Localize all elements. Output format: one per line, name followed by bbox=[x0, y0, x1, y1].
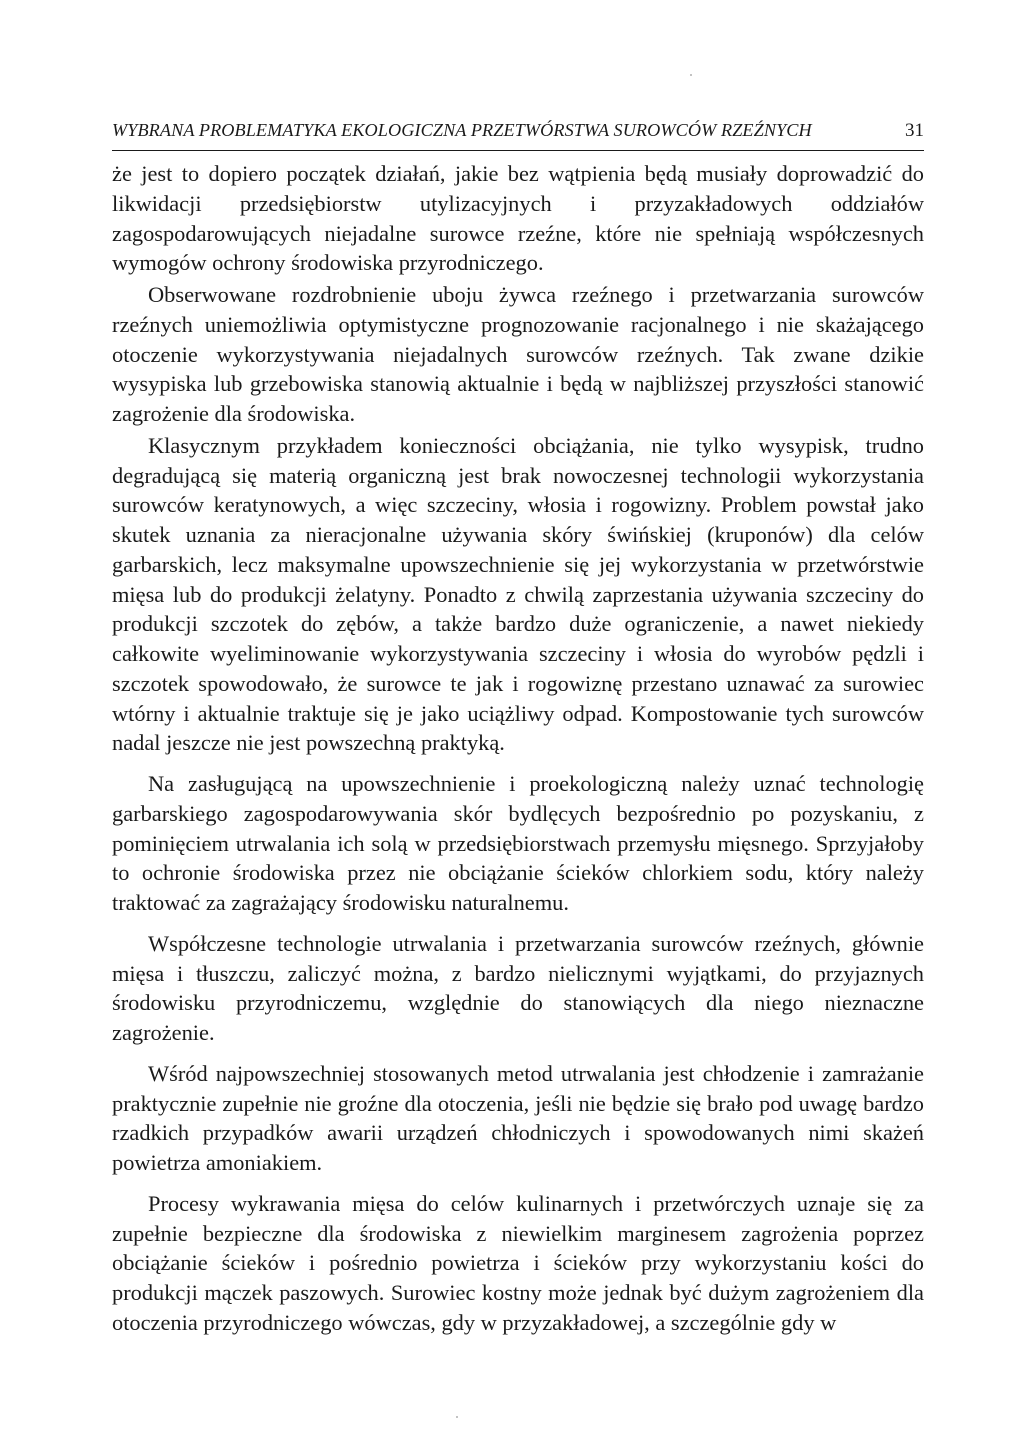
page-number: 31 bbox=[905, 120, 924, 141]
paragraph: Klasycznym przykładem konieczności obciążania, nie tylko wysypisk, trudno degradującą się materią organiczną jest brak nowoczesnej technologii wykorzystania surowców keratynowych, a więc szczeciny, włosia i rogowizny. Problem powstał jako skutek uznania za nieracjonalne używania skóry świńskiej (kruponów) dla celów garbarskich, lecz maksymalne upowszechnienie się jej wykorzystania w przetwórstwie mięsa lub do produkcji żelatyny. Ponadto z chwilą zaprzestania używania szczeciny do produkcji szczotek do zębów, a także bardzo duże ograniczenie, a nawet niekiedy całkowite wyeliminowanie wykorzystywania szczeciny i włosia do wyrobów pędzli i szczotek spowodowało, że surowce te jak i rogowiznę przestano uznawać za surowiec wtórny i aktualnie traktuje się je jako uciążliwy odpad. Kompostowanie tych surowców nadal jeszcze nie jest powszechną praktyką. bbox=[112, 432, 924, 756]
running-header bbox=[112, 120, 924, 151]
scan-speck bbox=[456, 1416, 458, 1418]
paragraph: Na zasługującą na upowszechnienie i proekologiczną należy uznać technologię garbarskiego zagospodarowywania skór bydlęcych bezpośrednio po pozyskaniu, z pominięciem utrwalania ich solą w przedsiębiorstwach przemysłu mięsnego. Sprzyjałoby to ochronie środowiska przez nie obciążanie ścieków chlorkiem sodu, który należy traktować za zagrażający środowisku naturalnemu. bbox=[112, 771, 924, 915]
running-header-title: WYBRANA PROBLEMATYKA EKOLOGICZNA PRZETWÓRSTWA SUROWCÓW RZEŹNYCH bbox=[112, 120, 812, 140]
paragraph: że jest to dopiero początek działań, jakie bez wątpienia będą musiały doprowadzić do likwidacji przedsiębiorstw utylizacyjnych i przyzakładowych oddziałów zagospodarowujących niejadalne surowce rzeźne, które nie spełniają współczesnych wymogów ochrony środowiska przyrodniczego. bbox=[112, 161, 924, 276]
body-text bbox=[112, 159, 924, 1338]
scan-speck bbox=[690, 74, 692, 76]
paragraph: Procesy wykrawania mięsa do celów kulinarnych i przetwórczych uznaje się za zupełnie bezpieczne dla środowiska z niewielkim marginesem zagrożenia poprzez obciążanie ścieków i pośrednio powietrza i ścieków przy wykorzystaniu kości do produkcji mączek paszowych. Surowiec kostny może jednak być dużym zagrożeniem dla otoczenia przyrodniczego wówczas, gdy w przyzakładowej, a szczególnie gdy w bbox=[112, 1190, 924, 1335]
paragraph: Obserwowane rozdrobnienie uboju żywca rzeźnego i przetwarzania surowców rzeźnych uniemożliwia optymistyczne prognozowanie racjonalnego i nie skażającego otoczenie wykorzystywania niejadalnych surowców rzeźnych. Tak zwane dzikie wysypiska lub grzebowiska stanowią aktualnie i będą w najbliższej przyszłości stanowić zagrożenie dla środowiska. bbox=[112, 282, 924, 426]
paragraph: Wśród najpowszechniej stosowanych metod utrwalania jest chłodzenie i zamrażanie praktycznie zupełnie nie groźne dla otoczenia, jeśli nie będzie się brało pod uwagę bardzo rzadkich przypadków awarii urządzeń chłodniczych i spowodowanych nimi skażeń powietrza amoniakiem. bbox=[112, 1060, 924, 1175]
paragraph: Współczesne technologie utrwalania i przetwarzania surowców rzeźnych, głównie mięsa i tłuszczu, zaliczyć można, z bardzo nielicznymi wyjątkami, do przyjaznych środowisku przyrodniczemu, względnie do stanowiących dla niego nieznaczne zagrożenie. bbox=[112, 930, 924, 1045]
